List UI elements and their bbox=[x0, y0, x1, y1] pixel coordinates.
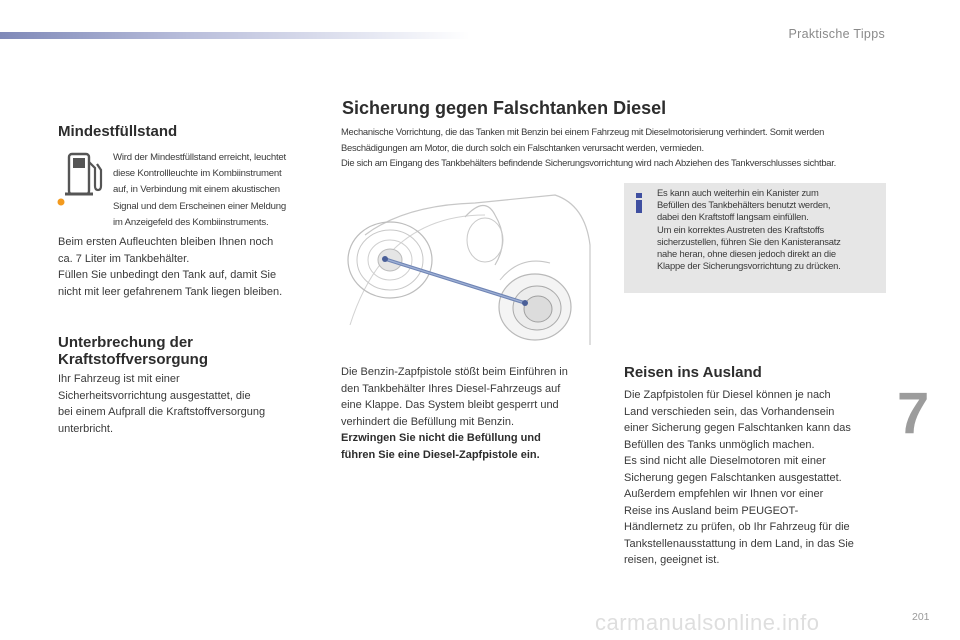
text-line: Die Benzin-Zapfpistole stößt beim Einführen in bbox=[341, 366, 568, 378]
text-line: Die Zapfpistolen für Diesel können je nach bbox=[624, 389, 831, 401]
text-line: Tankstellenausstattung in dem Land, in das Sie bbox=[624, 537, 854, 550]
text-line: Erzwingen Sie nicht die Befüllung und bbox=[341, 432, 541, 444]
text-line: ca. 7 Liter im Tankbehälter. bbox=[58, 252, 190, 265]
min-level-body bbox=[58, 234, 323, 300]
misfuel-heading: Sicherung gegen Falschtanken Diesel bbox=[342, 98, 667, 118]
text-line: diese Kontrollleuchte im Kombiinstrument bbox=[113, 168, 282, 180]
text-line: Ihr Fahrzeug ist mit einer bbox=[58, 373, 180, 385]
watermark: carmanualsonline.info bbox=[595, 610, 820, 635]
text-line: unterbricht. bbox=[58, 422, 114, 435]
text-line: reisen, geeignet ist. bbox=[624, 554, 720, 566]
text-line: eine Klappe. Das System bleibt gesperrt und bbox=[341, 399, 559, 411]
warning-description bbox=[113, 150, 323, 231]
travel-heading: Reisen ins Ausland bbox=[624, 364, 762, 381]
text-line: nicht mit leer gefahrenem Tank liegen bleiben. bbox=[58, 285, 283, 298]
text-line: auf, in Verbindung mit einem akustischen bbox=[113, 184, 280, 196]
text-line: Mechanische Vorrichtung, die das Tanken mit Benzin bei einem Fahrzeug mit Dieselmotorisierung verhindert. Somit werden bbox=[341, 126, 825, 137]
text-line: Sicherheitsvorrichtung ausgestattet, die bbox=[58, 389, 251, 402]
text-line: Wird der Mindestfüllstand erreicht, leuchtet bbox=[113, 152, 287, 163]
text-line: Es kann auch weiterhin ein Kanister zum bbox=[657, 187, 819, 198]
text-line: Befüllen des Tanks unmöglich machen. bbox=[624, 438, 815, 451]
fuel-pump-icon bbox=[57, 148, 109, 210]
fuel-filler-illustration bbox=[345, 185, 595, 355]
nozzle-warning bbox=[341, 430, 611, 463]
header-accent-bar bbox=[0, 32, 470, 39]
travel-body bbox=[624, 387, 894, 569]
text-line: einer Sicherung gegen Falschtanken kann das bbox=[624, 422, 851, 434]
heading-line: Unterbrechung der bbox=[58, 334, 194, 351]
text-line: Um ein korrektes Austreten des Kraftstoffs bbox=[657, 223, 825, 235]
text-line: Land verschieden sein, das Vorhandensein bbox=[624, 405, 835, 418]
text-line: Klappe der Sicherungsvorrichtung zu drücken. bbox=[657, 260, 841, 272]
text-line: bei einem Aufprall die Kraftstoffversorgung bbox=[58, 406, 266, 418]
text-line: Sicherung gegen Falschtanken ausgestattet. bbox=[624, 471, 842, 484]
text-line: Die sich am Eingang des Tankbehälters befindende Sicherungsvorrichtung wird nach Abziehen des Tankverschlusses sichtbar. bbox=[341, 157, 836, 168]
chapter-number: 7 bbox=[897, 381, 930, 446]
fuel-warning-lamp bbox=[57, 148, 109, 210]
section-label: Praktische Tipps bbox=[788, 27, 885, 41]
info-text bbox=[657, 187, 882, 272]
text-line: nahe heran, ohne diesen jedoch direkt an die bbox=[657, 248, 836, 260]
warning-dot bbox=[58, 199, 65, 206]
text-line: Beschädigungen am Motor, die durch solch ein Falschtanken verursacht werden, vermieden. bbox=[341, 141, 704, 153]
text-line: dabei den Kraftstoff langsam einfüllen. bbox=[657, 211, 809, 223]
page-number: 201 bbox=[912, 611, 930, 623]
text-line: sicherzustellen, führen Sie den Kanisteransatz bbox=[657, 235, 841, 247]
text-line: Signal und dem Erscheinen einer Meldung bbox=[113, 200, 286, 212]
text-line: den Tankbehälter Ihres Diesel-Fahrzeugs auf bbox=[341, 382, 561, 395]
text-line: im Anzeigefeld des Kombiinstruments. bbox=[113, 216, 269, 228]
info-icon bbox=[632, 193, 646, 213]
text-line: verhindert die Befüllung mit Benzin. bbox=[341, 415, 515, 428]
text-line: Reise ins Ausland beim PEUGEOT- bbox=[624, 504, 799, 517]
heading-line: Kraftstoffversorgung bbox=[58, 351, 209, 368]
text-line: Beim ersten Aufleuchten bleiben Ihnen noch bbox=[58, 236, 274, 248]
fuel-cutoff-heading bbox=[58, 334, 208, 368]
fuel-cutoff-body bbox=[58, 371, 323, 437]
misfuel-intro bbox=[341, 124, 901, 171]
text-line: Händlernetz zu prüfen, ob Ihr Fahrzeug für die bbox=[624, 521, 850, 533]
nozzle-description bbox=[341, 364, 611, 463]
text-line: führen Sie eine Diesel-Zapfpistole ein. bbox=[341, 448, 540, 461]
text-line: Füllen Sie unbedingt den Tank auf, damit Sie bbox=[58, 269, 277, 281]
min-level-heading: Mindestfüllstand bbox=[58, 123, 178, 140]
text-line: Außerdem empfehlen wir Ihnen vor einer bbox=[624, 488, 824, 500]
text-line: Befüllen des Tankbehälters benutzt werden, bbox=[657, 199, 831, 211]
text-line: Es sind nicht alle Dieselmotoren mit einer bbox=[624, 455, 826, 467]
